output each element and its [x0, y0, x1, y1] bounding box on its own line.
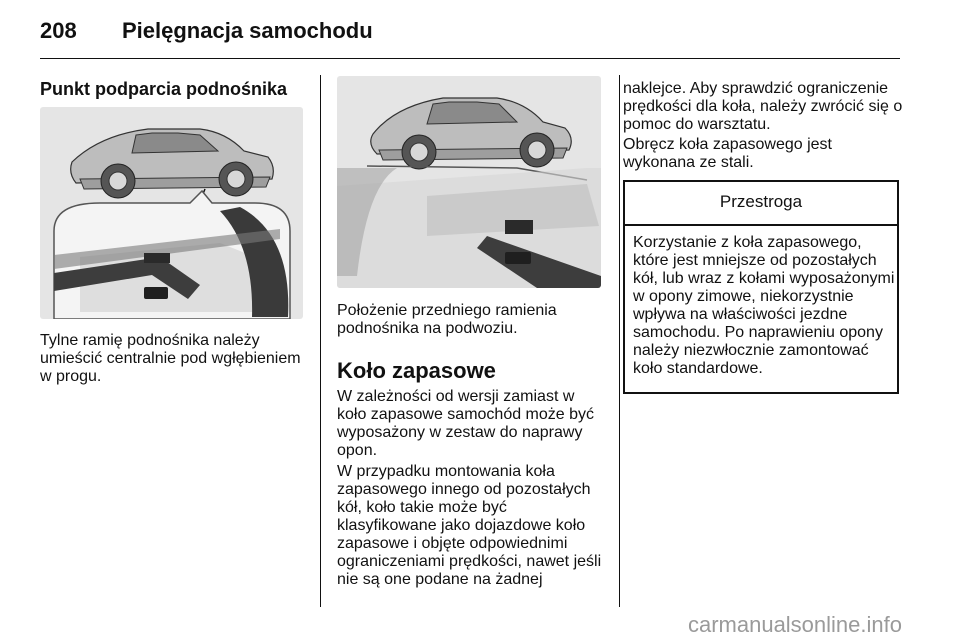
paragraph-speed-limit: naklejce. Aby sprawdzić ograniczenie prędkości dla koła, należy zwrócić się o pomoc do warsztatu. [623, 80, 903, 133]
watermark: carmanualsonline.info [687, 612, 902, 637]
car-side-front-illustration [337, 76, 601, 288]
paragraph-temporary-spare: W przypadku montowania koła zapasowego innego od pozostałych kół, koło takie może być klasyfikowane jako dojazdowe koło zapasowe i objęte odpowiednimi ograniczeniami prędkości, nawet jeśli nie są one podane na żadnej [337, 463, 602, 588]
chapter-title: Pielęgnacja samochodu [122, 18, 373, 43]
caption-front-jack-point: Położenie przedniego ramienia podnośnika na podwoziu. [337, 302, 557, 337]
column-divider-1 [320, 75, 321, 607]
caption-rear-jack-point: Tylne ramię podnośnika należy umieścić centralnie pod wgłębieniem w progu. [40, 332, 301, 385]
column-divider-2 [619, 75, 620, 607]
paragraph-repair-kit: W zależności od wersji zamiast w koło zapasowe samochód może być wyposażony w zestaw do naprawy opon. [337, 388, 595, 459]
section-heading-jack-point: Punkt podparcia podnośnika [40, 79, 288, 99]
paragraph-steel-rim: Obręcz koła zapasowego jest wykonana ze stali. [623, 136, 832, 171]
figure-front-jack-point [337, 76, 601, 288]
header-rule [40, 58, 900, 59]
car-side-rear-illustration [40, 107, 303, 319]
caution-text: Korzystanie z koła zapasowego, które jest mniejsze od pozostałych kół, lub wraz z kołami wyposażonymi w opony zimowe, niekorzystnie wpływa na właściwości jezdne samochodu. Po naprawieniu opony należy niezwłocznie zamontować koło standardowe. [633, 234, 895, 377]
section-heading-spare-wheel: Koło zapasowe [337, 358, 496, 383]
page-number: 208 [40, 18, 77, 43]
page-header [40, 18, 900, 58]
caution-title: Przestroga [625, 182, 897, 226]
caution-box [623, 180, 899, 394]
figure-rear-jack-point [40, 107, 303, 319]
